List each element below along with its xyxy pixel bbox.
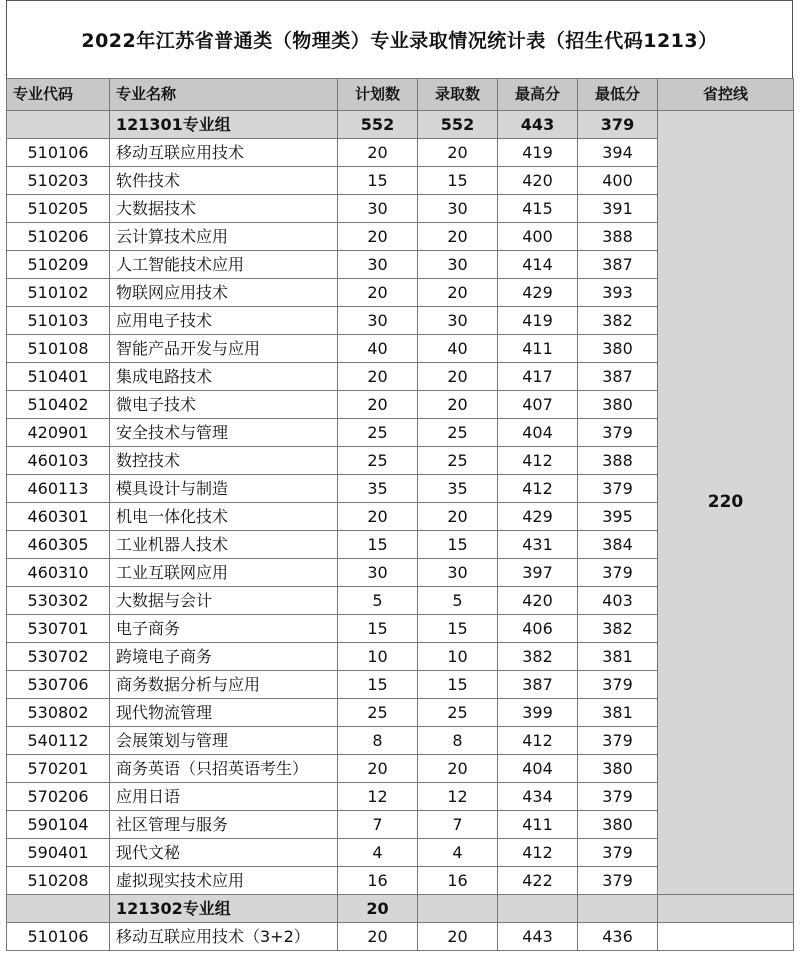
control-line-empty-cell (658, 923, 794, 951)
row-min: 388 (578, 223, 658, 251)
row-name: 安全技术与管理 (110, 419, 338, 447)
row-plan: 40 (338, 335, 418, 363)
row-min: 388 (578, 447, 658, 475)
header-max: 最高分 (498, 79, 578, 111)
row-min: 436 (578, 923, 658, 951)
row-plan: 7 (338, 811, 418, 839)
row-min: 380 (578, 391, 658, 419)
group-code-cell (7, 111, 110, 139)
group-row (7, 895, 794, 923)
group-max: 443 (498, 111, 578, 139)
row-admitted: 7 (418, 811, 498, 839)
row-name: 工业机器人技术 (110, 531, 338, 559)
row-plan: 30 (338, 559, 418, 587)
row-admitted: 30 (418, 559, 498, 587)
group-min: 379 (578, 111, 658, 139)
row-max: 399 (498, 699, 578, 727)
row-max: 434 (498, 783, 578, 811)
row-code: 510401 (7, 363, 110, 391)
row-admitted: 8 (418, 727, 498, 755)
row-min: 382 (578, 615, 658, 643)
row-code: 510103 (7, 307, 110, 335)
row-admitted: 25 (418, 699, 498, 727)
row-admitted: 5 (418, 587, 498, 615)
row-min: 381 (578, 643, 658, 671)
row-code: 460301 (7, 503, 110, 531)
row-min: 379 (578, 839, 658, 867)
row-plan: 25 (338, 419, 418, 447)
row-max: 404 (498, 755, 578, 783)
row-min: 400 (578, 167, 658, 195)
row-max: 404 (498, 419, 578, 447)
group-admitted (418, 895, 498, 923)
row-name: 机电一体化技术 (110, 503, 338, 531)
table-body (7, 111, 794, 951)
row-code: 570201 (7, 755, 110, 783)
row-code: 530702 (7, 643, 110, 671)
row-min: 379 (578, 419, 658, 447)
row-max: 429 (498, 279, 578, 307)
row-code: 460103 (7, 447, 110, 475)
row-name: 移动互联应用技术 (110, 139, 338, 167)
row-plan: 4 (338, 839, 418, 867)
row-plan: 25 (338, 447, 418, 475)
row-code: 460305 (7, 531, 110, 559)
table-title: 2022年江苏省普通类（物理类）专业录取情况统计表（招生代码1213） (81, 30, 718, 52)
row-admitted: 15 (418, 615, 498, 643)
row-admitted: 20 (418, 391, 498, 419)
row-admitted: 30 (418, 195, 498, 223)
row-min: 381 (578, 699, 658, 727)
row-code: 460113 (7, 475, 110, 503)
row-name: 社区管理与服务 (110, 811, 338, 839)
row-min: 379 (578, 727, 658, 755)
row-min: 384 (578, 531, 658, 559)
group-plan: 20 (338, 895, 418, 923)
group-max (498, 895, 578, 923)
row-name: 云计算技术应用 (110, 223, 338, 251)
row-code: 530706 (7, 671, 110, 699)
row-plan: 20 (338, 279, 418, 307)
row-max: 417 (498, 363, 578, 391)
row-name: 工业互联网应用 (110, 559, 338, 587)
row-code: 540112 (7, 727, 110, 755)
row-min: 379 (578, 783, 658, 811)
row-max: 419 (498, 139, 578, 167)
row-min: 379 (578, 671, 658, 699)
row-admitted: 20 (418, 279, 498, 307)
row-name: 移动互联应用技术（3+2） (110, 923, 338, 951)
row-min: 379 (578, 559, 658, 587)
row-max: 431 (498, 531, 578, 559)
row-admitted: 15 (418, 671, 498, 699)
row-code: 510106 (7, 139, 110, 167)
admission-table (6, 78, 794, 951)
title-cell (6, 0, 793, 78)
header-name: 专业名称 (110, 79, 338, 111)
row-max: 406 (498, 615, 578, 643)
control-line-empty-cell (658, 895, 794, 923)
group-code-cell (7, 895, 110, 923)
row-max: 412 (498, 839, 578, 867)
row-max: 412 (498, 447, 578, 475)
row-admitted: 10 (418, 643, 498, 671)
row-max: 420 (498, 167, 578, 195)
row-code: 510208 (7, 867, 110, 895)
row-admitted: 25 (418, 419, 498, 447)
row-plan: 15 (338, 167, 418, 195)
row-admitted: 15 (418, 531, 498, 559)
row-name: 现代文秘 (110, 839, 338, 867)
row-min: 391 (578, 195, 658, 223)
row-max: 411 (498, 811, 578, 839)
row-max: 397 (498, 559, 578, 587)
row-admitted: 35 (418, 475, 498, 503)
row-admitted: 30 (418, 251, 498, 279)
row-name: 商务英语（只招英语考生） (110, 755, 338, 783)
row-code: 590401 (7, 839, 110, 867)
row-name: 应用电子技术 (110, 307, 338, 335)
header-control-line: 省控线 (658, 79, 794, 111)
row-admitted: 30 (418, 307, 498, 335)
row-plan: 30 (338, 195, 418, 223)
row-name: 智能产品开发与应用 (110, 335, 338, 363)
row-admitted: 20 (418, 923, 498, 951)
group-min (578, 895, 658, 923)
row-name: 物联网应用技术 (110, 279, 338, 307)
group-label: 121301专业组 (110, 111, 338, 139)
row-code: 510206 (7, 223, 110, 251)
row-code: 510106 (7, 923, 110, 951)
header-min: 最低分 (578, 79, 658, 111)
row-name: 应用日语 (110, 783, 338, 811)
row-plan: 20 (338, 363, 418, 391)
row-admitted: 20 (418, 223, 498, 251)
row-admitted: 16 (418, 867, 498, 895)
row-code: 460310 (7, 559, 110, 587)
row-max: 400 (498, 223, 578, 251)
row-min: 393 (578, 279, 658, 307)
row-max: 443 (498, 923, 578, 951)
row-code: 530701 (7, 615, 110, 643)
row-min: 380 (578, 755, 658, 783)
row-plan: 15 (338, 671, 418, 699)
row-plan: 30 (338, 307, 418, 335)
row-plan: 20 (338, 223, 418, 251)
row-max: 420 (498, 587, 578, 615)
row-min: 379 (578, 867, 658, 895)
row-name: 虚拟现实技术应用 (110, 867, 338, 895)
row-name: 跨境电子商务 (110, 643, 338, 671)
row-plan: 20 (338, 755, 418, 783)
row-name: 商务数据分析与应用 (110, 671, 338, 699)
row-min: 380 (578, 335, 658, 363)
row-code: 420901 (7, 419, 110, 447)
row-max: 414 (498, 251, 578, 279)
header-row (7, 79, 794, 111)
row-max: 422 (498, 867, 578, 895)
row-min: 387 (578, 251, 658, 279)
group-admitted: 552 (418, 111, 498, 139)
row-admitted: 20 (418, 363, 498, 391)
row-plan: 8 (338, 727, 418, 755)
row-plan: 5 (338, 587, 418, 615)
row-plan: 35 (338, 475, 418, 503)
row-admitted: 40 (418, 335, 498, 363)
row-code: 590104 (7, 811, 110, 839)
group-row (7, 111, 794, 139)
row-min: 403 (578, 587, 658, 615)
row-admitted: 20 (418, 755, 498, 783)
row-plan: 20 (338, 923, 418, 951)
row-code: 510102 (7, 279, 110, 307)
header-plan: 计划数 (338, 79, 418, 111)
row-code: 530302 (7, 587, 110, 615)
row-name: 会展策划与管理 (110, 727, 338, 755)
row-plan: 30 (338, 251, 418, 279)
row-min: 379 (578, 475, 658, 503)
row-max: 415 (498, 195, 578, 223)
row-name: 软件技术 (110, 167, 338, 195)
header-code: 专业代码 (7, 79, 110, 111)
row-admitted: 25 (418, 447, 498, 475)
row-name: 微电子技术 (110, 391, 338, 419)
row-min: 387 (578, 363, 658, 391)
row-admitted: 15 (418, 167, 498, 195)
row-admitted: 12 (418, 783, 498, 811)
row-plan: 20 (338, 391, 418, 419)
row-plan: 12 (338, 783, 418, 811)
row-name: 数控技术 (110, 447, 338, 475)
row-code: 510402 (7, 391, 110, 419)
row-code: 510209 (7, 251, 110, 279)
table-row (7, 923, 794, 951)
row-plan: 15 (338, 531, 418, 559)
row-admitted: 4 (418, 839, 498, 867)
row-code: 530802 (7, 699, 110, 727)
row-max: 382 (498, 643, 578, 671)
row-name: 大数据与会计 (110, 587, 338, 615)
row-code: 510205 (7, 195, 110, 223)
header-admitted: 录取数 (418, 79, 498, 111)
row-plan: 10 (338, 643, 418, 671)
row-max: 419 (498, 307, 578, 335)
row-admitted: 20 (418, 139, 498, 167)
row-code: 510203 (7, 167, 110, 195)
row-name: 人工智能技术应用 (110, 251, 338, 279)
row-min: 382 (578, 307, 658, 335)
row-code: 570206 (7, 783, 110, 811)
row-max: 411 (498, 335, 578, 363)
row-max: 407 (498, 391, 578, 419)
row-max: 412 (498, 475, 578, 503)
row-admitted: 20 (418, 503, 498, 531)
row-min: 395 (578, 503, 658, 531)
row-name: 现代物流管理 (110, 699, 338, 727)
row-min: 380 (578, 811, 658, 839)
row-plan: 15 (338, 615, 418, 643)
row-plan: 20 (338, 503, 418, 531)
row-name: 模具设计与制造 (110, 475, 338, 503)
row-plan: 25 (338, 699, 418, 727)
row-min: 394 (578, 139, 658, 167)
row-plan: 20 (338, 139, 418, 167)
row-name: 集成电路技术 (110, 363, 338, 391)
row-max: 429 (498, 503, 578, 531)
row-plan: 16 (338, 867, 418, 895)
row-max: 387 (498, 671, 578, 699)
control-line-cell: 220 (658, 111, 794, 895)
row-max: 412 (498, 727, 578, 755)
group-plan: 552 (338, 111, 418, 139)
group-label: 121302专业组 (110, 895, 338, 923)
row-name: 大数据技术 (110, 195, 338, 223)
row-code: 510108 (7, 335, 110, 363)
row-name: 电子商务 (110, 615, 338, 643)
